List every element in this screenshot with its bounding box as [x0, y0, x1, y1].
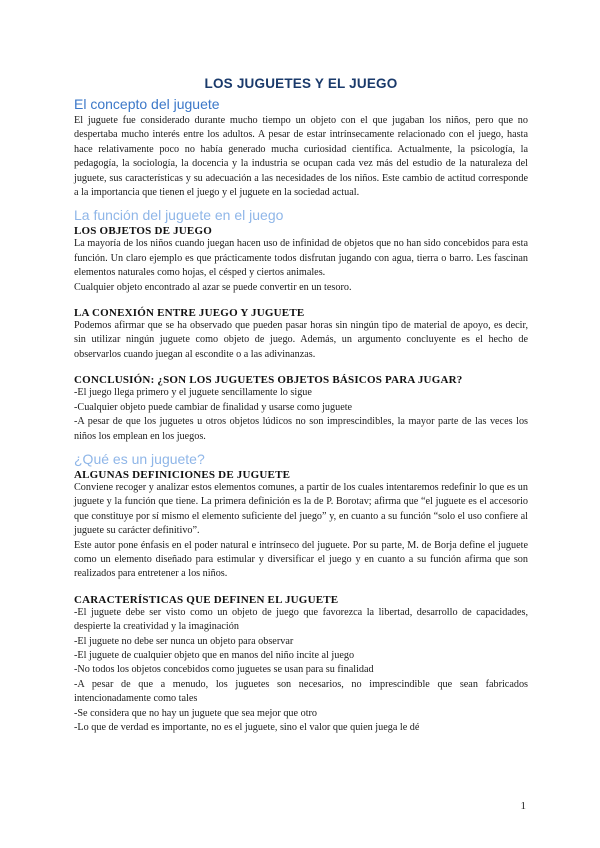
subheading-conexion: LA CONEXIÓN ENTRE JUEGO Y JUGUETE	[74, 307, 305, 320]
paragraph-concepto: El juguete fue considerado durante mucho tiempo un objeto con el que jugaban los niños, pero que no despertaba mucho interés entre los adultos. A pesar de estar intrínsecamente relacionado con el juego, hasta hace relativamente poco no había generado mucha curiosidad científica. Actualmente, la psicología, la pedagogía, la sociología, la docencia y la industria se ocupan cada vez más del estudio de la naturaleza del juguete, sus características y su adecuación a las necesidades de los niños. Este cambio de actitud corresponde a la importancia que tienen el juego y el juguete en la sociedad actual.	[74, 115, 528, 199]
list-item: -El juguete debe ser visto como un objeto de juego que favorezca la libertad, desarrollo de capacidades, despierte la creatividad y la imaginación	[74, 606, 528, 633]
list-item: -Cualquier objeto puede cambiar de finalidad y usarse como juguete	[74, 401, 353, 413]
paragraph-definiciones-2: Este autor pone énfasis en el poder natural e intrínseco del juguete. Por su parte, M. de Borja define el juguete como un elemento diseñado para estimular y diversificar el juego y en cuanto a su función afirma que son realizados para entretener a los niños.	[74, 539, 528, 580]
subheading-conclusion: CONCLUSIÓN: ¿SON LOS JUGUETES OBJETOS BÁSICOS PARA JUGAR?	[74, 374, 463, 387]
paragraph-conexion: Podemos afirmar que se ha observado que pueden pasar horas sin ningún tipo de material de apoyo, es decir, sin utilizar ningún juguete como objeto de juego. Además, un argumento concluyente es el hecho de observarlos cuando juegan al escondite o a las adivinanzas.	[74, 320, 528, 360]
list-item: -El juguete de cualquier objeto que en manos del niño incite al juego	[74, 649, 355, 661]
list-item: -A pesar de que a menudo, los juguetes son necesarios, no imprescindible que sean fabricados intencionadamente como tales	[74, 678, 528, 705]
list-item: -El juego llega primero y el juguete sencillamente lo sigue	[74, 387, 312, 399]
subheading-caracteristicas: CARACTERÍSTICAS QUE DEFINEN EL JUGUETE	[74, 593, 339, 606]
list-item: -Lo que de verdad es importante, no es el juguete, sino el valor que quien juega le dé	[74, 722, 420, 733]
paragraph-objetos-line: Cualquier objeto encontrado al azar se puede convertir en un tesoro.	[74, 281, 352, 293]
subheading-definiciones: ALGUNAS DEFINICIONES DE JUGUETE	[74, 468, 291, 481]
list-item: -Se considera que no hay un juguete que sea mejor que otro	[74, 707, 318, 719]
section-heading-que-es: ¿Qué es un juguete?	[74, 450, 205, 467]
paragraph-definiciones-1: Conviene recoger y analizar estos elementos comunes, a partir de los cuales intentaremos redefinir lo que es un juguete y la función que tiene. La primera definición es la de P. Borotav; afirma que “el juguete es el accesorio que constituye por sí mismo el elemento suficiente del juego” y, en cuanto a su función “solo el uso confiere al juguete su carácter definitivo”.	[74, 481, 528, 537]
subheading-objetos: LOS OBJETOS DE JUEGO	[74, 225, 212, 238]
paragraph-objetos: La mayoría de los niños cuando juegan hacen uso de infinidad de objetos que no han sido concebidos para esta función. Un claro ejemplo es que prácticamente todos disfrutan jugando con agua, tierra o barro. Les fascinan elementos naturales como hojas, el césped y ciertos animales.	[74, 238, 528, 279]
page-title: LOS JUGUETES Y EL JUEGO	[204, 76, 398, 91]
list-item: -A pesar de que los juguetes u otros objetos lúdicos no son imprescindibles, la mayor parte de las veces los niños los emplean en los juegos.	[74, 416, 528, 442]
list-item: -El juguete no debe ser nunca un objeto para observar	[74, 635, 294, 647]
list-item: -No todos los objetos concebidos como juguetes se usan para su finalidad	[74, 664, 374, 676]
page-number: 1	[520, 800, 526, 812]
section-heading-concepto: El concepto del juguete	[74, 96, 220, 112]
document-page	[74, 76, 528, 735]
section-heading-funcion: La función del juguete en el juego	[74, 207, 284, 224]
